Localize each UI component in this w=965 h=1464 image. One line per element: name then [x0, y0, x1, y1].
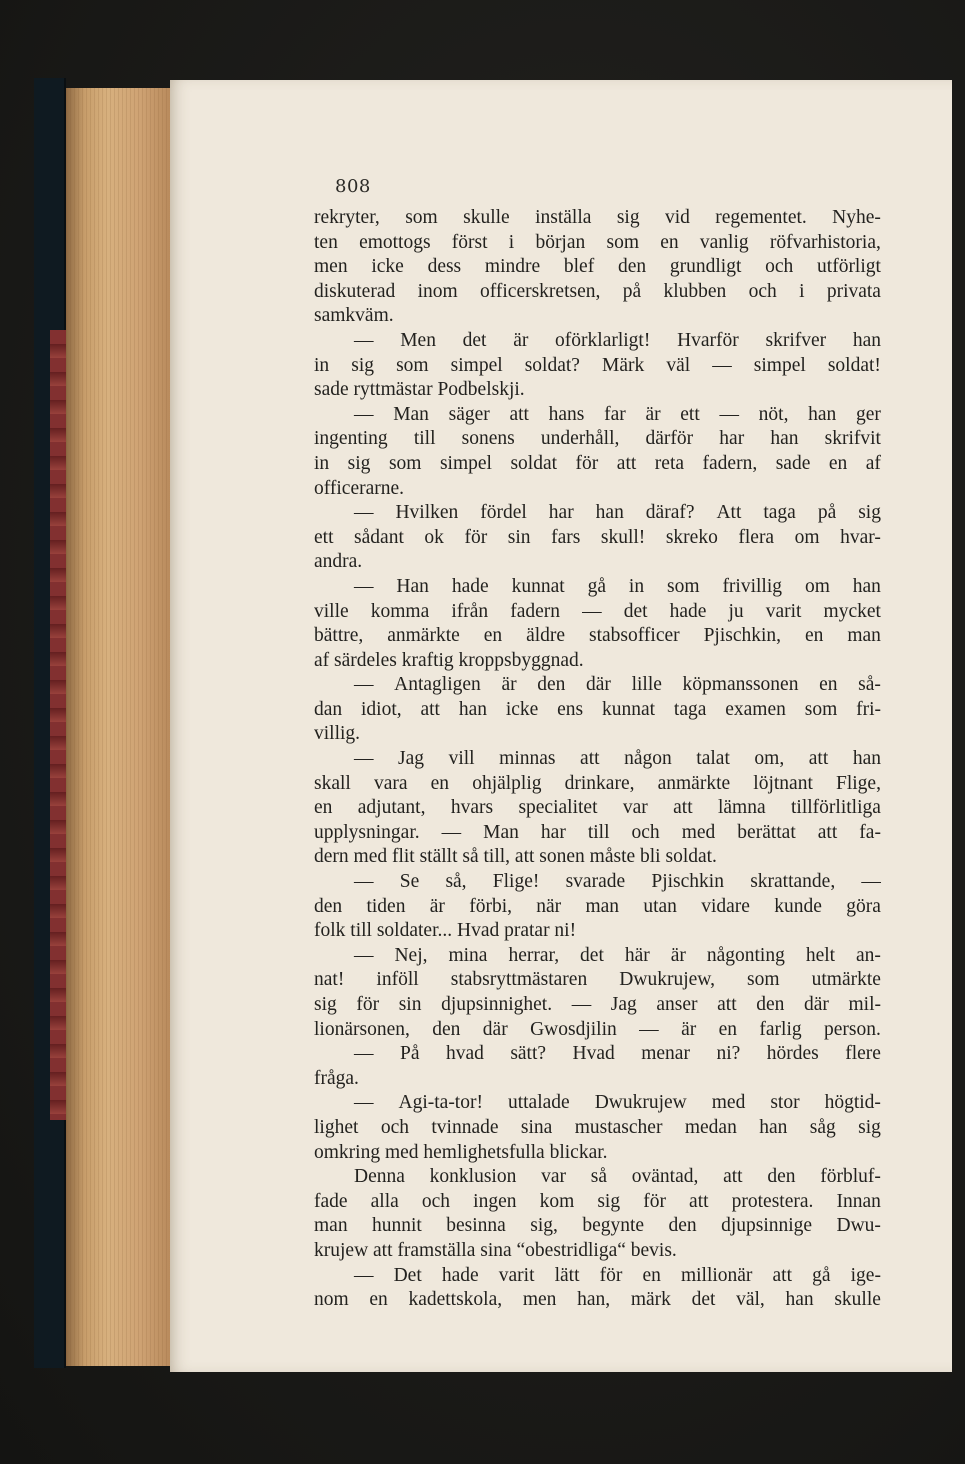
text-line: — Agi-ta-tor! uttalade Dwukrujew med stor högtid- — [354, 1092, 881, 1114]
text-line: in sig som simpel soldat? Märk väl — simpel soldat! — [314, 354, 881, 376]
text-line: en adjutant, hvars specialitet var att lämna tillförlitliga — [314, 797, 881, 819]
text-line: — På hvad sätt? Hvad menar ni? hördes flere — [354, 1043, 881, 1065]
text-line: bättre, anmärkte en äldre stabsofficer Pjischkin, en man — [314, 625, 881, 647]
text-line: — Det hade varit lätt för en millionär att gå ige- — [354, 1264, 881, 1286]
text-line: den tiden är förbi, när man utan vidare kunde göra — [314, 895, 881, 917]
text-line: ten emottogs först i början som en vanlig röfvarhistoria, — [314, 231, 881, 253]
text-line: — Antagligen är den där lille köpmanssonen en så- — [354, 674, 881, 696]
text-line: krujew att framställa sina “obestridliga“ bevis. — [314, 1239, 677, 1261]
text-line: — Se så, Flige! svarade Pjischkin skrattande, — — [354, 871, 881, 893]
text-line: af särdeles kraftig kroppsbyggnad. — [314, 649, 584, 671]
text-line: — Men det är oförklarligt! Hvarför skrifver han — [354, 329, 881, 351]
text-line: omkring med hemlighetsfulla blickar. — [314, 1141, 608, 1163]
text-line: samkväm. — [314, 305, 394, 327]
text-line: man hunnit besinna sig, begynte den djupsinnige Dwu- — [314, 1215, 881, 1237]
text-line: skall vara en ohjälplig drinkare, anmärkte löjtnant Flige, — [314, 772, 881, 794]
text-line: — Hvilken fördel har han däraf? Att taga på sig — [354, 502, 881, 524]
text-line: ett sådant ok för sin fars skull! skreko flera om hvar- — [314, 526, 881, 548]
text-line: nat! inföll stabsryttmästaren Dwukrujew, som utmärkte — [314, 969, 881, 991]
text-line: nom en kadettskola, men han, märk det väl, han skulle — [314, 1289, 881, 1311]
text-line: in sig som simpel soldat för att reta fadern, sade en af — [314, 452, 881, 474]
text-line: dern med flit ställt så till, att sonen måste bli soldat. — [314, 846, 717, 868]
page-block-edge-lines — [66, 88, 170, 1366]
text-line: ville komma ifrån fadern — det hade ju varit mycket — [314, 600, 881, 622]
book-cover-binding-pattern — [50, 330, 66, 1120]
body-text — [314, 206, 881, 1313]
text-line: men icke dess mindre blef den grundligt och utförligt — [314, 256, 881, 278]
text-line: rekryter, som skulle inställa sig vid regementet. Nyhe- — [314, 207, 881, 228]
text-line: sig för sin djupsinnighet. — Jag anser att den där mil- — [314, 994, 881, 1015]
text-line: officerarne. — [314, 477, 405, 499]
text-line: lighet och tvinnade sina mustascher medan han såg sig — [314, 1116, 881, 1138]
text-line: dan idiot, att han icke ens kunnat taga examen som fri- — [314, 698, 881, 720]
text-line: folk till soldater... Hvad pratar ni! — [314, 920, 577, 942]
page-number: 808 — [335, 176, 371, 197]
text-line: — Nej, mina herrar, det här är någonting helt an- — [354, 944, 881, 966]
text-line: upplysningar. — Man har till och med berättat att fa- — [314, 821, 881, 843]
text-line: fråga. — [314, 1067, 359, 1089]
text-line: fade alla och ingen kom sig för att protestera. Innan — [314, 1190, 881, 1212]
text-line: andra. — [314, 551, 363, 573]
text-line: Denna konklusion var så oväntad, att den förbluf- — [354, 1166, 881, 1188]
text-line: sade ryttmästar Podbelskji. — [314, 379, 525, 401]
text-line: — Han hade kunnat gå in som frivillig om han — [354, 575, 881, 597]
text-line: lionärsonen, den där Gwosdjilin — är en farlig person. — [314, 1018, 881, 1040]
text-line: — Man säger att hans far är ett — nöt, han ger — [354, 403, 881, 425]
text-line: diskuterad inom officerskretsen, på klubben och i privata — [314, 280, 881, 302]
text-line: villig. — [314, 723, 361, 745]
text-line: ingenting till sonens underhåll, därför har han skrifvit — [314, 428, 881, 450]
text-line: — Jag vill minnas att någon talat om, att han — [354, 748, 881, 770]
